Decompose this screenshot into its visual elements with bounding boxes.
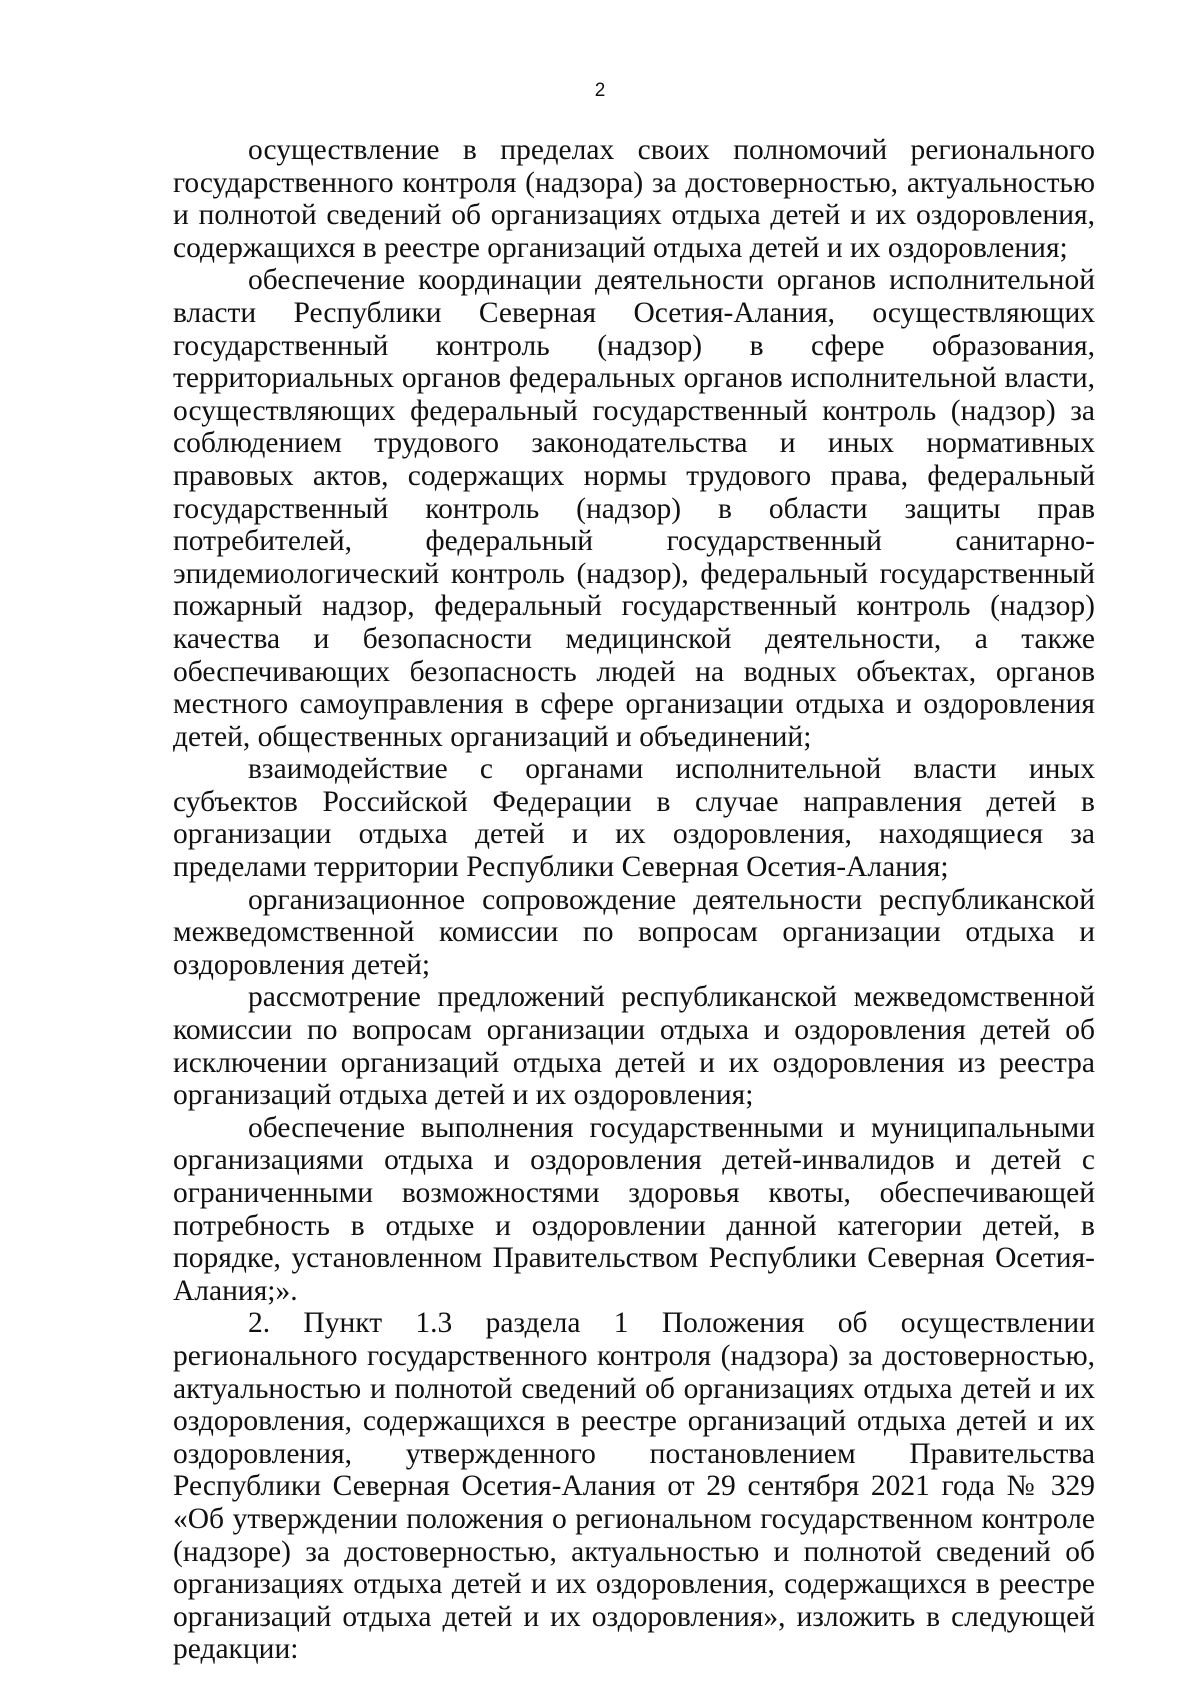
page-number: 2 [594, 80, 606, 101]
paragraph-coordination: обеспечение координации деятельности органов исполнительной власти Республики Северная Осетия-Алания, осуществляющих государственный контроль (надзор) в сфере образования, территориальных органов федеральных органов исполнительной власти, осуществляющих федеральный государственный контроль (надзор) за соблюдением трудового законодательства и иных нормативных правовых актов, содержащих нормы трудового права, федеральный государственный контроль (надзор) в области защиты прав потребителей, федеральный государственный санитарно-эпидемиологический контроль (надзор), федеральный государственный пожарный надзор, федеральный государственный контроль (надзор) качества и безопасности медицинской деятельности, а также обеспечивающих безопасность людей на водных объектах, органов местного самоуправления в сфере организации отдыха и оздоровления детей, общественных организаций и объединений; [173, 264, 1095, 753]
paragraph-commission-support: организационное сопровождение деятельности республиканской межведомственной комиссии по вопросам организации отдыха и оздоровления детей; [173, 883, 1095, 981]
paragraph-item-2: 2. Пункт 1.3 раздела 1 Положения об осуществлении регионального государственного контроля (надзора) за достоверностью, актуальностью и полнотой сведений об организациях отдыха детей и их оздоровления, содержащихся в реестре организаций отдыха детей и их оздоровления, утвержденного постановлением Правительства Республики Северная Осетия-Алания от 29 сентября 2021 года № 329 «Об утверждении положения о региональном государственном контроле (надзоре) за достоверностью, актуальностью и полнотой сведений об организациях отдыха детей и их оздоровления, содержащихся в реестре организаций отдыха детей и их оздоровления», изложить в следующей редакции: [173, 1307, 1095, 1666]
paragraph-regional-control: осуществление в пределах своих полномочий регионального государственного контроля (надзора) за достоверностью, актуальностью и полнотой сведений об организациях отдыха детей и их оздоровления, содержащихся в реестре организаций отдыха детей и их оздоровления; [173, 134, 1095, 264]
paragraph-commission-proposals: рассмотрение предложений республиканской межведомственной комиссии по вопросам организации отдыха и оздоровления детей об исключении организаций отдыха детей и их оздоровления из реестра организаций отдыха детей и их оздоровления; [173, 981, 1095, 1112]
paragraph-quota: обеспечение выполнения государственными и муниципальными организациями отдыха и оздоровления детей-инвалидов и детей с ограниченными возможностями здоровья квоты, обеспечивающей потребность в отдыхе и оздоровлении данной категории детей, в порядке, установленном Правительством Республики Северная Осетия-Алания;». [173, 1111, 1095, 1307]
paragraph-interaction: взаимодействие с органами исполнительной власти иных субъектов Российской Федерации в случае направления детей в организации отдыха детей и их оздоровления, находящиеся за пределами территории Республики Северная Осетия-Алания; [173, 753, 1095, 884]
document-body [173, 134, 1095, 1666]
